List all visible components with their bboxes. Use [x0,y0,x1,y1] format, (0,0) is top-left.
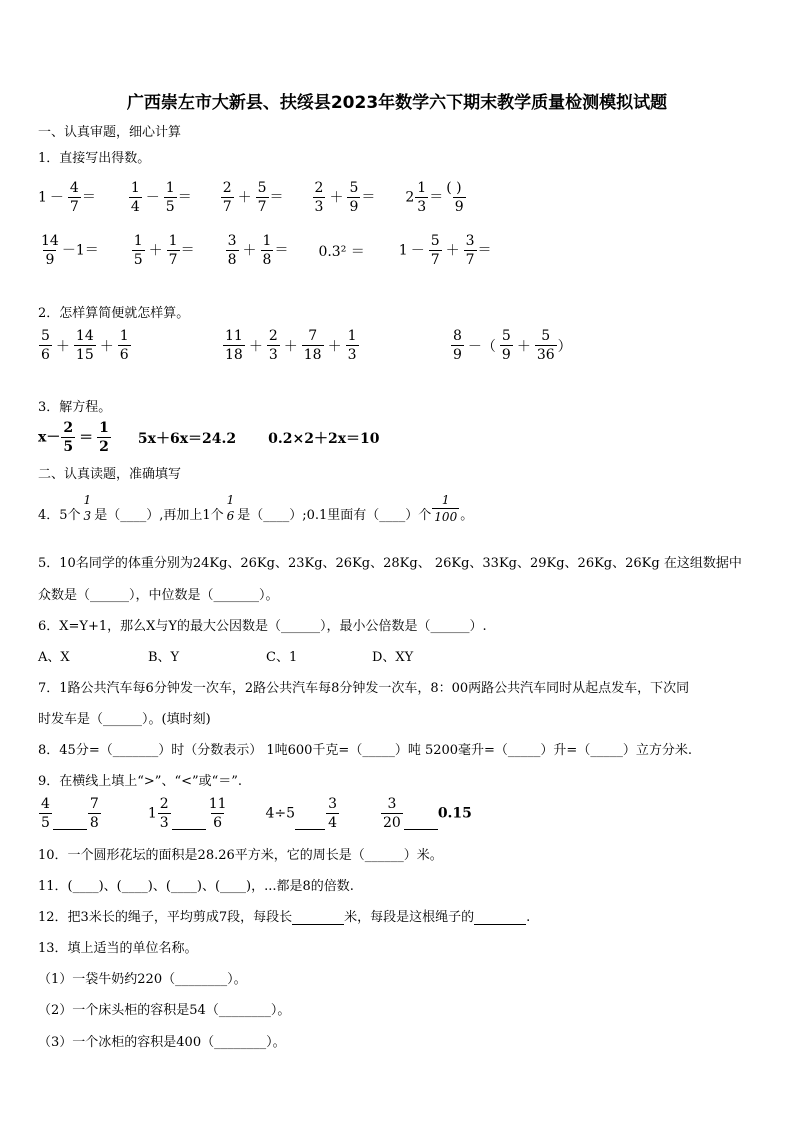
fraction: $\frac{5}{7}$ [430,233,440,268]
fraction: 1 6 [226,493,235,523]
q11: 11．(____)、(____)、(____)、(____)，...都是8的倍数. [38,879,354,894]
q12: 12．把3米长的绳子，平均剪成7段，每段长 米，每段是这根绳子的 . [38,910,531,925]
q1-b: $\frac{1}{4}$ － $\frac{1}{5}$ ＝ [130,180,192,215]
fraction: $\frac{5}{6}$ [41,328,50,363]
fraction: $\frac{1}{8}$ [262,233,272,268]
fraction: $\frac{3}{4}$ [328,796,337,831]
compare-blank[interactable] [295,811,325,830]
fraction: $\frac{1}{2}$ [99,420,109,455]
q2-expr-b: $\frac{11}{18}$ ＋ $\frac{2}{3}$ ＋ $\frac{7}{18}$ ＋ $\frac{1}{3}$ [225,328,357,363]
q1-g: $\frac{1}{5}$ ＋ $\frac{1}{7}$ ＝ [133,233,195,268]
fraction: $\frac{7}{8}$ [89,796,99,831]
q1-d: $\frac{2}{3}$ ＋ $\frac{5}{9}$ ＝ [314,180,376,215]
q1-c: $\frac{2}{7}$ ＋ $\frac{5}{7}$ ＝ [222,180,284,215]
fraction: $\frac{3}{7}$ [465,233,475,268]
q8: 8．45分=（_______）时（分数表示） 1吨600千克=（_____）吨 5200毫升=（_____）升=（_____）立方分米. [38,743,692,758]
option-d[interactable]: D、XY [372,650,414,665]
page-title: 广西崇左市大新县、扶绥县2023年数学六下期末教学质量检测模拟试题 [126,93,668,113]
fraction: $\frac{1}{5}$ [165,180,175,215]
q1-f: $\frac{14}{9}$ －1＝ [41,233,99,268]
q9-items [38,797,472,830]
compare-blank[interactable] [53,811,87,830]
q6: 6．X=Y+1，那么X与Y的最大公因数是（______），最小公倍数是（______）. [38,619,487,634]
fraction: $\frac{1}{100}$ [434,493,458,524]
q1-i: 0.3² ＝ [318,243,365,260]
q5-line-1: 5．10名同学的体重分别为24Kg、26Kg、23Kg、26Kg、28Kg、 26Kg、33Kg、29Kg、26Kg、26Kg 在这组数据中 [38,556,742,571]
minus-sign: － [49,189,64,206]
q13-item-1: （1）一袋牛奶约220（________）。 [38,972,247,987]
q13-item-3: （3）一个冰柜的容积是400（________）。 [38,1035,286,1050]
q3-label: 3．解方程。 [38,400,112,415]
fraction: $\frac{2}{3}$ [268,328,278,363]
fraction: $\frac{5}{7}$ [257,180,267,215]
fraction: $\frac{14}{15}$ [75,328,94,363]
q1-label: 1．直接写出得数。 [38,151,151,166]
q9-b: 1 $\frac{2}{3}$ $\frac{11}{6}$ [147,796,227,831]
fraction: $\frac{2}{3}$ [159,796,169,831]
q7-line-2: 时发车是（______）。(填时刻) [38,712,211,727]
fraction: $\frac{8}{9}$ [453,328,462,363]
fraction: $\frac{11}{6}$ [208,796,227,831]
answer-blank-fraction[interactable]: $\frac{( )}{9}$ [446,180,464,215]
fraction: $\frac{2}{3}$ [314,180,324,215]
fraction: 1 3 [83,493,92,523]
q9-c: 4÷5 $\frac{3}{4}$ [265,796,337,831]
fraction: $\frac{3}{8}$ [227,233,237,268]
q9-label: 9．在横线上填上“>”、“<”或“＝”. [38,774,243,789]
q9-d: $\frac{3}{20}$ 0.15 [382,796,472,831]
fraction: $\frac{11}{18}$ [225,328,243,363]
fraction: $\frac{4}{7}$ [69,180,79,215]
option-b[interactable]: B、Y [148,650,180,665]
compare-blank[interactable] [172,811,206,830]
q3-eq-b: 5x＋6x＝24.2 [137,430,237,447]
q5-line-2: 众数是（______），中位数是（_______）。 [38,588,279,603]
fraction: $\frac{1}{4}$ [130,180,140,215]
compare-blank[interactable] [404,811,438,830]
q6-options [38,646,413,665]
q3-eq-a: x－ $\frac{2}{5}$ ＝ $\frac{1}{2}$ [38,420,109,455]
fraction: $\frac{4}{5}$ [41,796,50,831]
fraction: $\frac{1}{6}$ [119,328,129,363]
q10: 10．一个圆形花坛的面积是28.26平方米，它的周长是（______）米。 [38,848,443,863]
q2-expr-a: $\frac{5}{6}$ ＋ $\frac{14}{15}$ ＋ $\frac{1}{6}$ [41,328,129,363]
q1-j: 1 － $\frac{5}{7}$ ＋ $\frac{3}{7}$ ＝ [398,233,492,268]
section-2-heading: 二、认真读题，准确填写 [38,467,182,482]
fraction: $\frac{2}{7}$ [222,180,232,215]
q1-row-1 [38,181,475,214]
q13-label: 13．填上适当的单位名称。 [38,941,198,956]
q4: 4．5个 1 3 是（____）,再加上1个 1 6 是（____）;0.1里面有（____）个 $\frac{1}{100}$ 。 [38,493,474,524]
fraction: $\frac{3}{20}$ [382,796,401,831]
fraction: $\frac{5}{9}$ [349,180,359,215]
answer-blank[interactable] [474,910,526,925]
q9-a [38,797,102,830]
fraction: $\frac{1}{5}$ [133,233,143,268]
section-1-heading: 一、认真审题，细心计算 [38,125,182,140]
q7-line-1: 7．1路公共汽车每6分钟发一次车，2路公共汽车每8分钟发一次车，8：00两路公共汽车同时从起点发车，下次同 [38,681,690,696]
q1-a [38,181,96,214]
fraction: $\frac{5}{36}$ [536,328,555,363]
fraction: $\frac{5}{9}$ [501,328,511,363]
fraction: $\frac{1}{3}$ [417,180,427,215]
fraction: $\frac{1}{7}$ [168,233,178,268]
q3-equations [38,421,380,454]
option-a[interactable]: A、X [38,650,70,665]
q2-expr-c: $\frac{8}{9}$ －（ $\frac{5}{9}$ ＋ $\frac{5}{36}$ ） [453,328,572,363]
fraction: $\frac{14}{9}$ [41,233,59,268]
answer-blank[interactable] [292,910,344,925]
equals-sign: ＝ [81,189,96,206]
fraction: $\frac{2}{5}$ [63,420,74,455]
q1-row-2 [38,234,492,267]
q1-e: 2 $\frac{1}{3}$ ＝ $\frac{( )}{9}$ [405,181,475,214]
fraction: $\frac{7}{18}$ [303,328,322,363]
q1-h: $\frac{3}{8}$ ＋ $\frac{1}{8}$ ＝ [227,233,289,268]
q1-a-int: 1 [38,189,47,206]
q2-label: 2．怎样算简便就怎样算。 [38,306,190,321]
q13-item-2: （2）一个床头柜的容积是54（________）。 [38,1003,291,1018]
option-c[interactable]: C、1 [266,650,298,665]
q3-eq-c: 0.2×2＋2x＝10 [268,430,380,447]
fraction: $\frac{1}{3}$ [347,328,357,363]
